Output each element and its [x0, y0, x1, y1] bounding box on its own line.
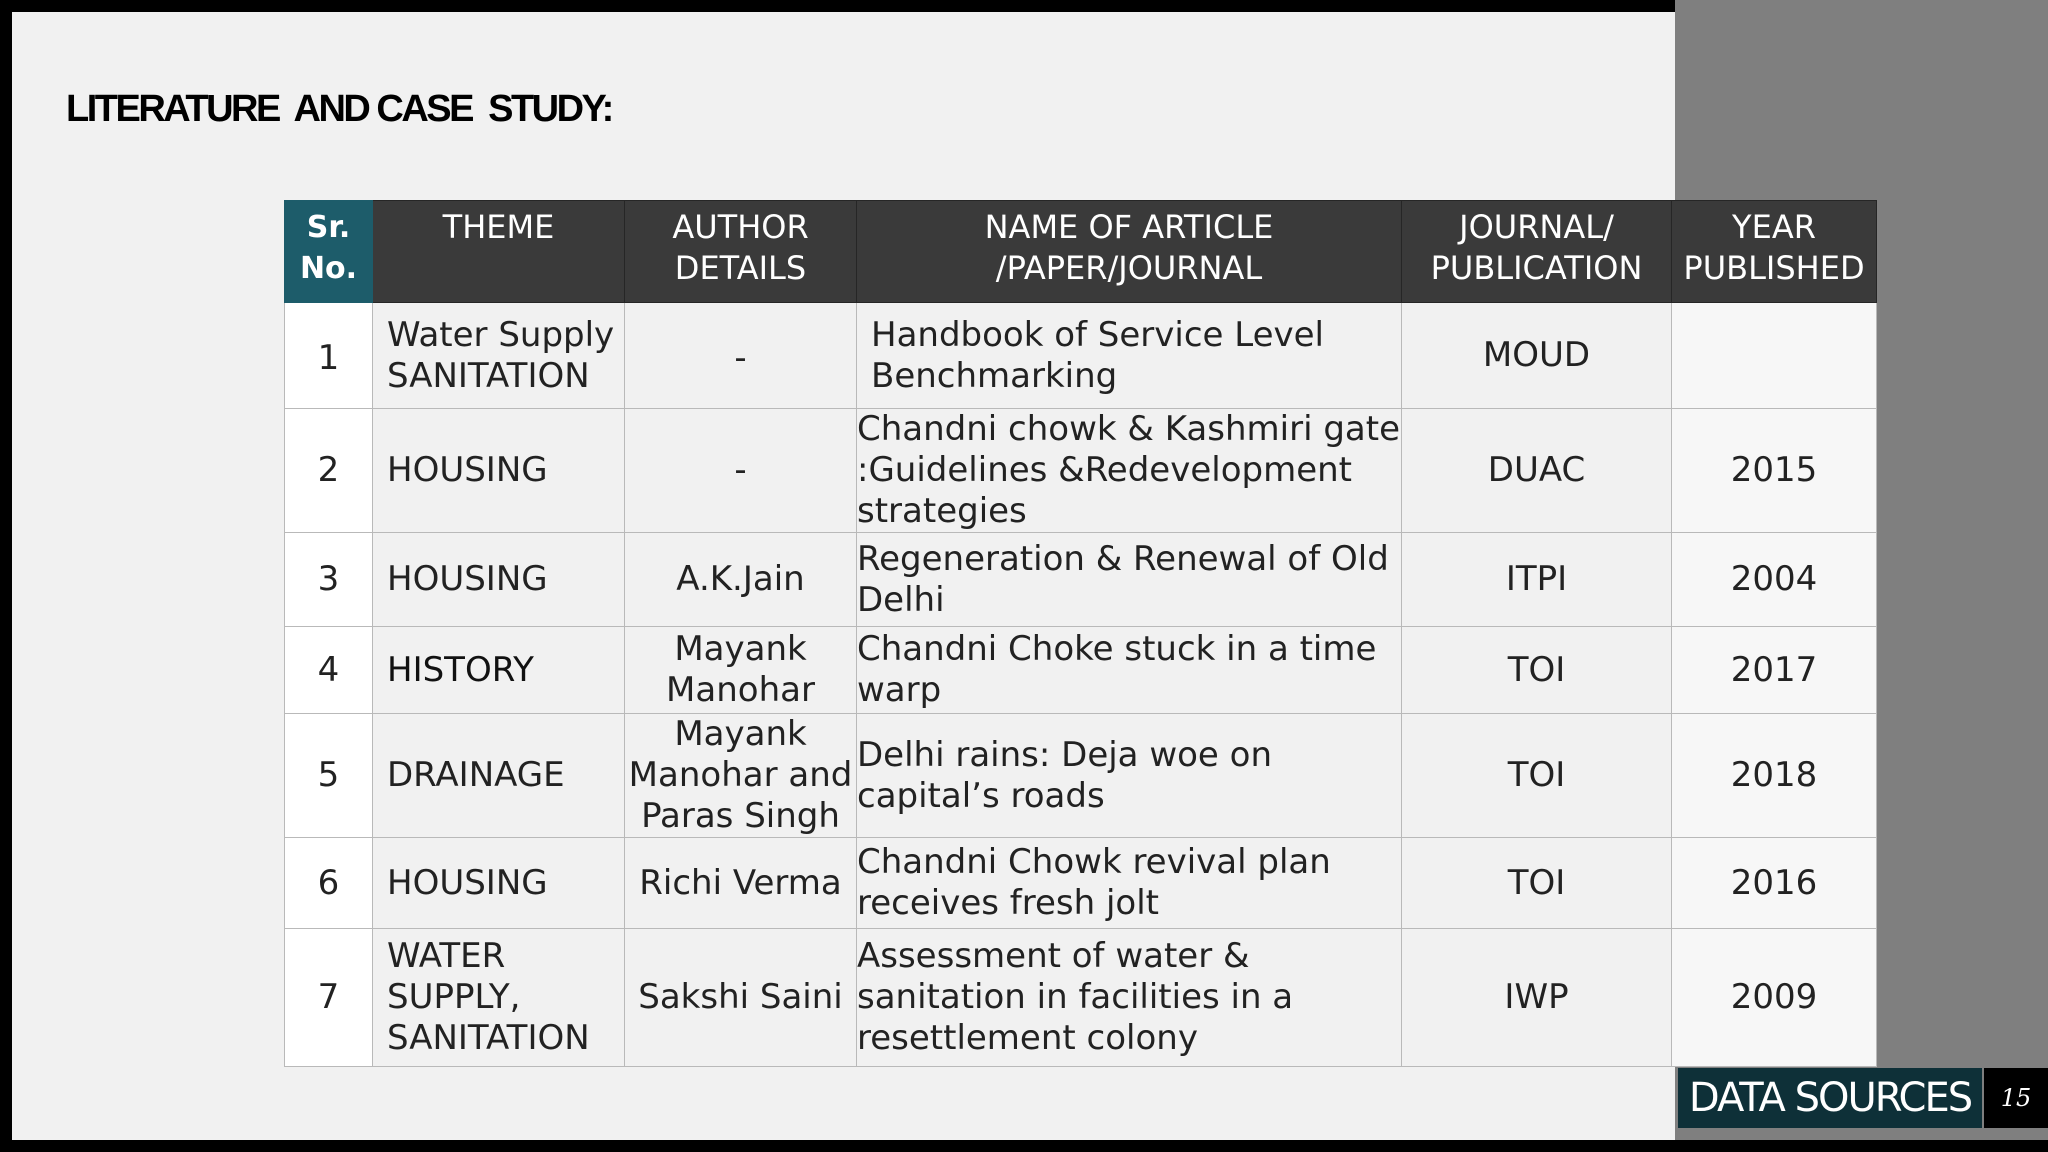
literature-table [284, 200, 1877, 1067]
cell-journal: IWP [1402, 929, 1672, 1067]
cell-theme: Water Supply SANITATION [373, 303, 625, 409]
cell-article: Delhi rains: Deja woe on capital’s roads [857, 714, 1402, 838]
cell-theme: HOUSING [373, 838, 625, 929]
cell-sr: 1 [285, 303, 373, 409]
table-row [285, 929, 1877, 1067]
cell-theme: DRAINAGE [373, 714, 625, 838]
cell-sr: 4 [285, 627, 373, 714]
cell-sr: 3 [285, 533, 373, 627]
cell-article: Handbook of Service Level Benchmarking [857, 303, 1402, 409]
cell-theme: HISTORY [373, 627, 625, 714]
cell-theme: HOUSING [373, 409, 625, 533]
cell-sr: 2 [285, 409, 373, 533]
header-journal: JOURNAL/ PUBLICATION [1402, 201, 1672, 303]
cell-journal: ITPI [1402, 533, 1672, 627]
cell-author: Sakshi Saini [625, 929, 857, 1067]
header-author: AUTHOR DETAILS [625, 201, 857, 303]
data-sources-label: DATA SOURCES [1678, 1068, 1982, 1128]
cell-article: Chandni Choke stuck in a time warp [857, 627, 1402, 714]
cell-year: 2018 [1672, 714, 1877, 838]
header-row [285, 201, 1877, 303]
cell-year: 2016 [1672, 838, 1877, 929]
table-row [285, 533, 1877, 627]
cell-journal: TOI [1402, 627, 1672, 714]
table-row [285, 627, 1877, 714]
cell-author: A.K.Jain [625, 533, 857, 627]
table-row [285, 714, 1877, 838]
header-article: NAME OF ARTICLE /PAPER/JOURNAL [857, 201, 1402, 303]
page-number: 15 [1984, 1068, 2048, 1128]
cell-author: Mayank Manohar and Paras Singh [625, 714, 857, 838]
table-row [285, 303, 1877, 409]
cell-journal: MOUD [1402, 303, 1672, 409]
cell-sr: 5 [285, 714, 373, 838]
cell-journal: DUAC [1402, 409, 1672, 533]
cell-year: 2017 [1672, 627, 1877, 714]
cell-sr: 6 [285, 838, 373, 929]
cell-year [1672, 303, 1877, 409]
table-row [285, 409, 1877, 533]
cell-author: - [625, 409, 857, 533]
slide-title: LITERATURE AND CASE STUDY: [66, 88, 612, 130]
cell-theme: HOUSING [373, 533, 625, 627]
cell-article: Regeneration & Renewal of Old Delhi [857, 533, 1402, 627]
header-year: YEAR PUBLISHED [1672, 201, 1877, 303]
cell-author: Richi Verma [625, 838, 857, 929]
cell-author: - [625, 303, 857, 409]
cell-author: Mayank Manohar [625, 627, 857, 714]
cell-sr: 7 [285, 929, 373, 1067]
bottom-strip [1675, 1140, 2048, 1152]
cell-year: 2015 [1672, 409, 1877, 533]
cell-article: Assessment of water & sanitation in facilities in a resettlement colony [857, 929, 1402, 1067]
cell-journal: TOI [1402, 838, 1672, 929]
cell-year: 2009 [1672, 929, 1877, 1067]
cell-article: Chandni chowk & Kashmiri gate :Guidelines &Redevelopment strategies [857, 409, 1400, 531]
cell-theme: WATER SUPPLY, SANITATION [373, 929, 625, 1067]
header-sr-no: Sr. No. [285, 201, 373, 303]
table-row [285, 838, 1877, 929]
cell-year: 2004 [1672, 533, 1877, 627]
header-theme: THEME [373, 201, 625, 303]
cell-article: Chandni Chowk revival plan receives fresh jolt [857, 838, 1402, 929]
cell-journal: TOI [1402, 714, 1672, 838]
